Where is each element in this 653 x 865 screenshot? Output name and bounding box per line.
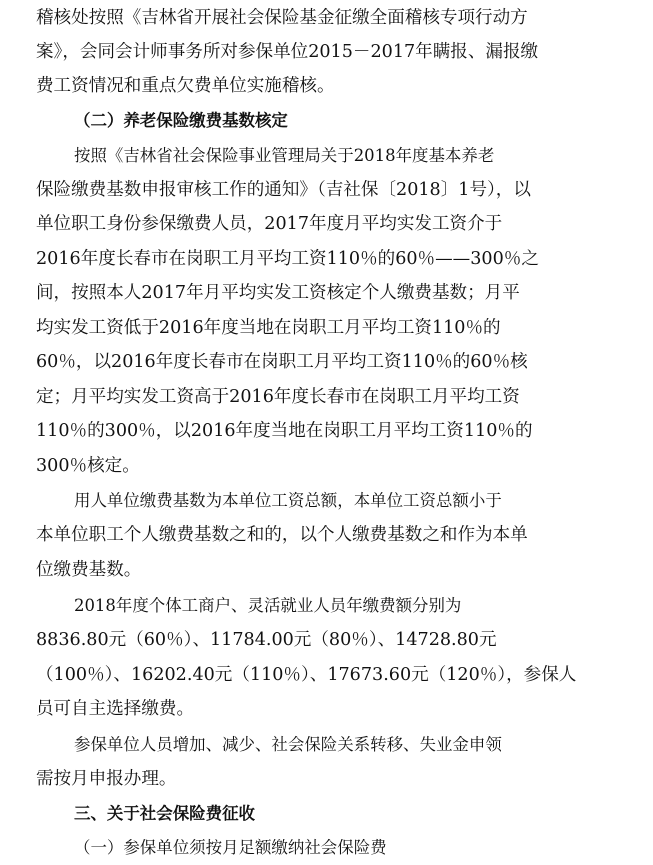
text-line: 2018年度个体工商户、灵活就业人员年缴费额分别为	[74, 596, 462, 615]
subsection-heading: （二）养老保险缴费基数核定	[74, 111, 288, 130]
text-line: 案》，会同会计师事务所对参保单位2015－2017年瞒报、漏报缴	[36, 42, 539, 62]
text-line: 费工资情况和重点欠费单位实施稽核。	[36, 76, 335, 96]
text-line: 稽核处按照《吉林省开展社会保险基金征缴全面稽核专项行动方	[36, 8, 528, 28]
text-line: 位缴费基数。	[36, 560, 142, 580]
subsection-heading: （一）参保单位须按月足额缴纳社会保险费	[74, 838, 387, 857]
text-line: 60％，以2016年度长春市在岗职工月平均工资110％的60％核	[36, 352, 528, 372]
text-line: 参保单位人员增加、减少、社会保险关系转移、失业金申领	[74, 735, 502, 754]
text-line: 本单位职工个人缴费基数之和的，以个人缴费基数之和作为本单	[36, 525, 528, 545]
text-line: （100％）、16202.40元（110％）、17673.60元（120％），参保人	[36, 665, 577, 685]
text-line: 需按月申报办理。	[36, 769, 177, 789]
text-line: 间，按照本人2017年月平均实发工资核定个人缴费基数；月平	[36, 283, 520, 303]
section-heading: 三、关于社会保险费征收	[74, 804, 255, 823]
text-line: 单位职工身份参保缴费人员，2017年度月平均实发工资介于	[36, 214, 503, 234]
text-line: 300％核定。	[36, 456, 140, 476]
text-line: 110％的300％，以2016年度当地在岗职工月平均工资110％的	[36, 421, 533, 441]
text-line: 均实发工资低于2016年度当地在岗职工月平均工资110％的	[36, 318, 501, 338]
text-line: 定；月平均实发工资高于2016年度长春市在岗职工月平均工资	[36, 387, 520, 407]
text-line: 8836.80元（60％）、11784.00元（80％）、14728.80元	[36, 630, 497, 650]
text-line: 按照《吉林省社会保险事业管理局关于2018年度基本养老	[74, 146, 495, 165]
text-line: 保险缴费基数申报审核工作的通知》（吉社保〔2018〕1号），以	[36, 180, 531, 200]
text-line: 员可自主选择缴费。	[36, 699, 195, 719]
text-line: 用人单位缴费基数为本单位工资总额，本单位工资总额小于	[74, 491, 502, 510]
text-line: 2016年度长春市在岗职工月平均工资110％的60％——300％之	[36, 249, 539, 269]
